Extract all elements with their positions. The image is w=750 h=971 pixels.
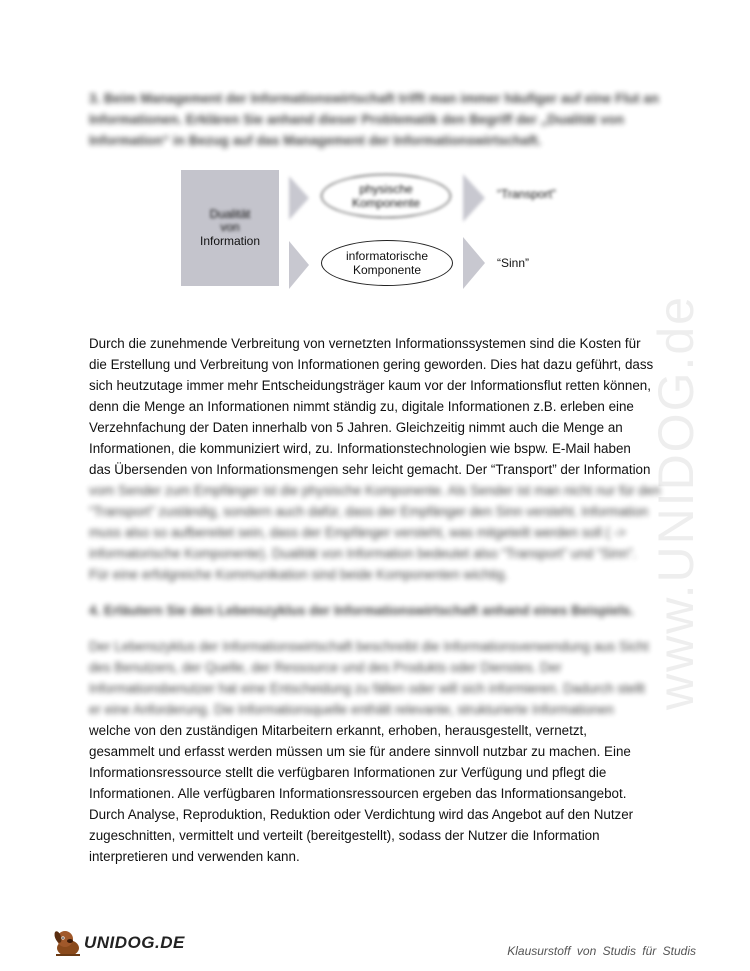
q3-line: 3. Beim Management der Informationswirtschaft trifft man immer häufiger auf eine Flut an xyxy=(89,91,659,106)
text-line: Durch die zunehmende Verbreitung von vernetzten Informationssystemen sind die Kosten für xyxy=(89,336,641,351)
text-line: des Benutzers, der Quelle, der Ressource und des Produkts oder Dienstes. Der xyxy=(89,660,562,675)
text-line: gesammelt und erfasst werden müssen um sie für andere sinnvoll nutzbar zu machen. Eine xyxy=(89,744,631,759)
text-line: vom Sender zum Empfänger ist die physische Komponente. Als Sender ist man nicht nur für den xyxy=(89,483,661,498)
text-line: Verzehnfachung der Daten innerhalb von 5 Jahren. Gleichzeitig nimmt auch die Menge an xyxy=(89,420,623,435)
text-line: Der Lebenszyklus der Informationswirtschaft beschreibt die Informationsverwendung aus Sicht xyxy=(89,639,649,654)
duality-diagram xyxy=(181,170,601,288)
text-line: Informationsbenutzer hat eine Entscheidung zu fällen oder will sich informieren. Dadurch stellt xyxy=(89,681,646,696)
answer-4-paragraph xyxy=(89,636,689,867)
text-line: zugeschnitten, vermittelt und verteilt (bereitgestellt), sodass der Nutzer die Information xyxy=(89,828,600,843)
physical-component-line: physische xyxy=(359,182,413,196)
text-line: die Erstellung und Verbreitung von Informationen gering geworden. Dies hat dazu geführt, dass xyxy=(89,357,654,372)
blurred-text-block xyxy=(89,636,689,720)
q3-line: Information“ in Bezug auf das Management der Informationswirtschaft. xyxy=(89,133,542,148)
watermark: www.UNIDOG.de xyxy=(648,295,704,710)
sense-outcome: “Sinn” xyxy=(497,256,530,270)
blurred-text-block xyxy=(89,480,689,585)
text-line: er eine Anforderung. Die Informationsquelle enthält relevante, strukturierte Informationen xyxy=(89,702,614,717)
duality-box xyxy=(181,170,279,286)
text-line: muss also so aufbereitet sein, dass der Empfänger versteht, was mitgeteilt werden soll ( -> xyxy=(89,525,626,540)
text-line: Informationen, die kommuniziert wird, zu. Informationstechnologien wie bspw. E-Mail haben xyxy=(89,441,631,456)
arrow-right-icon xyxy=(289,176,309,220)
dog-mascot-icon xyxy=(52,928,82,958)
arrow-right-icon xyxy=(463,174,485,222)
text-line: Informationsressource stellt die verfügbaren Informationen zur Verfügung und pflegt die xyxy=(89,765,607,780)
q3-line: Informationen. Erklären Sie anhand dieser Problematik den Begriff der „Dualität von xyxy=(89,112,624,127)
question-4-heading: 4. Erläutern Sie den Lebenszyklus der Informationswirtschaft anhand eines Beispiels. xyxy=(89,603,634,618)
unidog-logo[interactable] xyxy=(52,928,185,958)
informational-component-line: Komponente xyxy=(352,263,422,277)
physical-component-line: Komponente xyxy=(351,196,421,210)
text-line: “Transport” zuständig, sondern auch dafür, dass der Empfänger den Sinn versteht. Information xyxy=(89,504,649,519)
text-line: das Übersenden von Informationsmengen sehr leicht gemacht. Der “Transport” der Information xyxy=(89,462,651,477)
informational-component-line: informatorische xyxy=(345,249,429,263)
text-line: interpretieren und verwenden kann. xyxy=(89,849,300,864)
text-line: denn die Menge an Informationen nimmt ständig zu, digitale Informationen z.B. erleben eine xyxy=(89,399,634,414)
duality-box-line: Dualität xyxy=(209,207,251,221)
informational-component-oval xyxy=(321,240,453,286)
duality-box-line: Information xyxy=(199,234,261,248)
arrow-right-icon xyxy=(463,237,485,289)
text-line: Für eine erfolgreiche Kommunikation sind beide Komponenten wichtig. xyxy=(89,567,509,582)
logo-text: UNIDOG.DE xyxy=(84,933,185,952)
transport-outcome: “Transport” xyxy=(497,187,556,201)
duality-box-line: von xyxy=(220,220,240,234)
answer-3-paragraph xyxy=(89,333,689,585)
text-line: Durch Analyse, Reproduktion, Reduktion oder Verdichtung wird das Angebot auf den Nutzer xyxy=(89,807,634,822)
question-3-heading xyxy=(89,88,664,151)
text-line: Informationen. Alle verfügbaren Informationsressourcen ergeben das Informationsangebot. xyxy=(89,786,627,801)
arrow-right-icon xyxy=(289,241,309,289)
footer-tagline: Klausurstoff von Studis für Studis xyxy=(507,944,696,958)
physical-component-oval xyxy=(321,174,451,218)
text-line: informatorische Komponente). Dualität von Information bedeutet also “Transport” und “Sinn”. xyxy=(89,546,637,561)
text-line: welche von den zuständigen Mitarbeitern erkannt, erhoben, herausgestellt, vernetzt, xyxy=(89,723,587,738)
text-line: sich heutzutage immer mehr Entscheidungsträger kaum vor der Informationsflut retten können, xyxy=(89,378,651,393)
